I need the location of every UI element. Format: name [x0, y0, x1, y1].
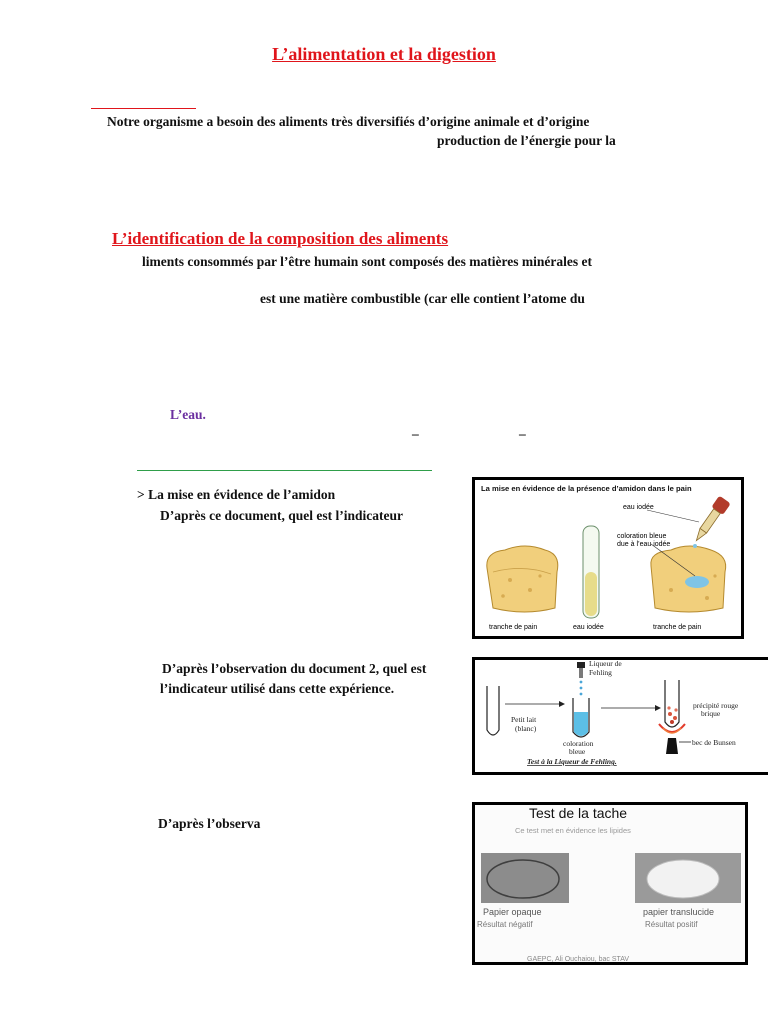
figure3-footer: GAEPC, Ali Ouchaiou, bac STAV [527, 956, 630, 962]
figure2-caption: Test à la Liqueur de Fehling. [527, 757, 617, 766]
label-coloration-2: due à l’eau iodée [617, 541, 671, 548]
label-resultat-negatif: Résultat négatif [477, 920, 533, 929]
label-lait-1: Petit lait [511, 715, 537, 724]
label-coloration: coloration bleue [617, 533, 667, 540]
blue-stain [685, 576, 709, 588]
red-underline-rule [91, 108, 196, 109]
figure3-title: Test de la tache [529, 805, 628, 821]
section-line-1: liments consommés par l’être humain sont composés des matières minérales et [142, 254, 592, 269]
label-tube: eau iodée [573, 624, 604, 631]
tache-illustration [475, 805, 745, 962]
label-bec: bec de Bunsen [692, 738, 736, 747]
water-label: L’eau. [170, 407, 206, 422]
intro-line-1: Notre organisme a besoin des aliments très diversifiés d’origine animale et d’origine [107, 114, 590, 129]
label-bread-right: tranche de pain [653, 624, 702, 631]
figure-amidon [472, 477, 744, 639]
section-line-2: est une matière combustible (car elle contient l’atome du [260, 291, 585, 306]
label-coloration-1: coloration [563, 739, 594, 748]
dropper-icon [691, 496, 731, 545]
label-lait-2: (blanc) [515, 724, 537, 733]
label-bread-left: tranche de pain [489, 624, 538, 631]
label-eau-iodee-dropper: eau iodée [623, 504, 654, 511]
label-papier-translucide: papier translucide [643, 907, 715, 917]
question-1: D’après ce document, quel est l’indicateur [160, 508, 403, 523]
question-2-line-2: l’indicateur utilisé dans cette expérience. [160, 681, 395, 696]
tube-precipite [665, 680, 679, 727]
dropper-bulb [577, 662, 585, 668]
iodine-liquid [585, 572, 597, 616]
question-3: D’après l’observa [158, 816, 261, 831]
label-liqueur-2: Fehling [589, 668, 612, 677]
label-resultat-positif: Résultat positif [645, 920, 698, 929]
label-papier-opaque: Papier opaque [483, 907, 542, 917]
figure1-caption: La mise en évidence de la présence d’amidon dans le pain [481, 484, 692, 493]
amidon-heading: > La mise en évidence de l’amidon [137, 487, 336, 502]
section-title: L’identification de la composition des aliments [112, 229, 449, 248]
fehling-illustration [475, 660, 768, 772]
green-divider [137, 470, 432, 471]
label-precipite-1: précipité rouge [693, 701, 739, 710]
bread-left-shape [487, 546, 558, 612]
label-coloration-2: bleue [569, 747, 586, 756]
label-liqueur-1: Liqueur de [589, 660, 622, 668]
document-title: L’alimentation et la digestion [272, 44, 496, 64]
figure-tache [472, 802, 748, 965]
figure3-subtitle: Ce test met en évidence les lipides [515, 826, 631, 835]
intro-line-2: production de l’énergie pour la [437, 133, 616, 148]
flame-icon [659, 724, 685, 732]
bunsen-burner [666, 738, 678, 754]
dash-1: – [412, 426, 419, 441]
label-precipite-2: brique [701, 709, 721, 718]
dash-2: – [519, 426, 526, 441]
figure-fehling [472, 657, 768, 775]
question-2-line-1: D’après l’observation du document 2, quel est [162, 661, 427, 676]
amidon-illustration [475, 480, 741, 636]
